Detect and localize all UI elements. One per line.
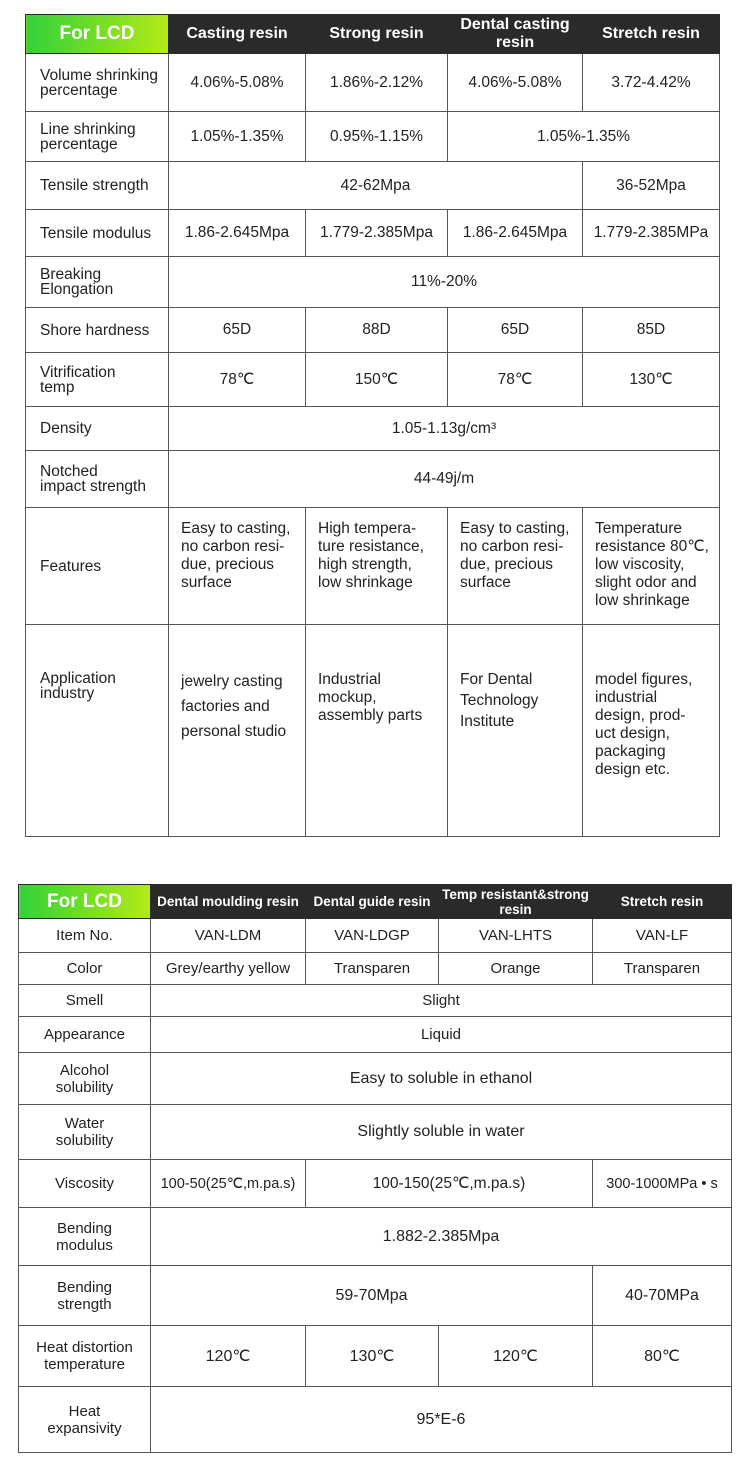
table2-header-row [19, 885, 732, 919]
row-heat-expansivity [19, 1387, 732, 1453]
row-label: Appearance [19, 1017, 151, 1053]
row-label [26, 451, 169, 508]
text-line: factories and [181, 698, 270, 715]
value-cell: 3.72-4.42% [583, 54, 720, 112]
value-cell: 95*E-6 [151, 1387, 732, 1453]
row-label [19, 1387, 151, 1453]
row-label-line: industry [40, 685, 95, 702]
row-features [26, 508, 720, 625]
value-cell: 11%-20% [169, 257, 720, 308]
row-item-no [19, 919, 732, 953]
table1-col-strong-resin: Strong resin [306, 15, 448, 54]
row-label-line: impact strength [40, 478, 146, 495]
value-cell: VAN-LHTS [439, 919, 593, 953]
text-line: packaging [595, 743, 666, 760]
text-line: high strength, [318, 556, 412, 573]
value-cell: VAN-LDM [151, 919, 306, 953]
features-cell [583, 508, 720, 625]
text-line: Easy to casting, [181, 520, 291, 537]
row-label-line: temperature [44, 1356, 125, 1373]
value-cell: Orange [439, 953, 593, 985]
row-label-line: percentage [40, 135, 118, 153]
row-label-line: Breaking [40, 266, 102, 283]
value-cell: 4.06%-5.08% [448, 54, 583, 112]
value-cell: 88D [306, 308, 448, 353]
row-label [26, 112, 169, 162]
lcd-resin-properties-table [25, 14, 720, 837]
features-cell [448, 508, 583, 625]
value-cell: 1.05%-1.35% [448, 112, 720, 162]
value-cell: 36-52Mpa [583, 162, 720, 210]
row-label-line: Vitrification [40, 363, 116, 381]
text-line: low shrinkage [595, 592, 690, 609]
table2-col-dental-guide-resin: Dental guide resin [306, 885, 439, 919]
value-cell: 1.05%-1.35% [169, 112, 306, 162]
value-cell: 59-70Mpa [151, 1266, 593, 1326]
value-cell: 85D [583, 308, 720, 353]
row-label-line: solubility [55, 1132, 114, 1149]
text-line: surface [181, 574, 232, 591]
value-cell: 44-49j/m [169, 451, 720, 508]
value-cell: 1.86%-2.12% [306, 54, 448, 112]
row-label-line: Bending [56, 1278, 113, 1296]
table1-col-dental-casting-resin: Dental casting resin [448, 15, 583, 54]
row-bending-strength [19, 1266, 732, 1326]
row-label-line: solubility [55, 1078, 114, 1096]
value-cell: 1.86-2.645Mpa [169, 210, 306, 257]
table1-col-casting-resin: Casting resin [169, 15, 306, 54]
row-heat-distortion [19, 1326, 732, 1387]
row-label-line: modulus [56, 1236, 113, 1254]
text-line: resistance 80℃, [595, 538, 709, 555]
row-label [19, 1053, 151, 1105]
value-cell: 0.95%-1.15% [306, 112, 448, 162]
value-cell: 40-70MPa [593, 1266, 732, 1326]
row-label [26, 625, 169, 837]
table2-col-stretch-resin: Stretch resin [593, 885, 732, 919]
row-label [19, 1208, 151, 1266]
text-line: Technology [460, 692, 539, 709]
text-line: mockup, [318, 689, 377, 706]
row-smell [19, 985, 732, 1017]
table2-col-dental-moulding-resin: Dental moulding resin [151, 885, 306, 919]
row-tensile-strength [26, 162, 720, 210]
value-cell: 1.86-2.645Mpa [448, 210, 583, 257]
row-label: Features [26, 508, 169, 625]
row-label [26, 54, 169, 112]
row-label-line: Water [64, 1115, 105, 1132]
value-cell: 65D [448, 308, 583, 353]
value-cell: Slight [151, 985, 732, 1017]
value-cell: 78℃ [448, 353, 583, 407]
text-line: low viscosity, [595, 556, 685, 573]
row-label [26, 353, 169, 407]
row-water-solubility [19, 1105, 732, 1160]
text-line: no carbon resi- [460, 538, 564, 555]
row-shore-hardness [26, 308, 720, 353]
table2-corner-label: For LCD [19, 885, 151, 919]
row-label-line: Elongation [40, 281, 114, 298]
row-tensile-modulus [26, 210, 720, 257]
row-label [19, 1105, 151, 1160]
row-label [19, 1266, 151, 1326]
row-label: Tensile modulus [26, 210, 169, 257]
value-cell: 42-62Mpa [169, 162, 583, 210]
row-label: Smell [19, 985, 151, 1017]
value-cell: Transparen [306, 953, 439, 985]
row-label: Tensile strength [26, 162, 169, 210]
row-label [26, 257, 169, 308]
features-cell [306, 508, 448, 625]
value-cell: 4.06%-5.08% [169, 54, 306, 112]
row-label-line: Notched [40, 463, 98, 480]
text-line: model figures, [595, 671, 693, 688]
value-cell: 1.779-2.385Mpa [306, 210, 448, 257]
value-cell: 130℃ [583, 353, 720, 407]
row-breaking-elongation [26, 257, 720, 308]
value-cell: Slightly soluble in water [151, 1105, 732, 1160]
row-label: Viscosity [19, 1160, 151, 1208]
value-cell: 65D [169, 308, 306, 353]
row-label: Color [19, 953, 151, 985]
row-label: Item No. [19, 919, 151, 953]
text-line: Temperature [595, 520, 683, 537]
lcd-resin-specs-table [18, 884, 732, 1453]
row-label-line: Alcohol [59, 1061, 110, 1079]
row-label-line: percentage [40, 81, 118, 99]
text-line: For Dental [460, 671, 533, 688]
row-label [19, 1326, 151, 1387]
value-cell: 130℃ [306, 1326, 439, 1387]
value-cell: 100-150(25℃,m.pa.s) [306, 1160, 593, 1208]
text-line: Easy to casting, [460, 520, 570, 537]
text-line: slight odor and [595, 574, 697, 591]
text-line: Institute [460, 713, 515, 730]
value-cell: 150℃ [306, 353, 448, 407]
row-label: Density [26, 407, 169, 451]
value-cell: 120℃ [151, 1326, 306, 1387]
row-label: Shore hardness [26, 308, 169, 353]
text-line: personal studio [181, 723, 287, 740]
value-cell: 1.05-1.13g/cm³ [169, 407, 720, 451]
text-line: industrial [595, 689, 658, 706]
table2-col-temp-resistant-strong-resin: Temp resistant&strong resin [439, 885, 593, 919]
row-bending-modulus [19, 1208, 732, 1266]
application-cell [306, 625, 448, 837]
value-cell: 78℃ [169, 353, 306, 407]
value-cell: 80℃ [593, 1326, 732, 1387]
text-line: uct design, [595, 725, 670, 742]
text-line: jewelry casting [181, 673, 283, 690]
value-cell: Easy to soluble in ethanol [151, 1053, 732, 1105]
row-viscosity [19, 1160, 732, 1208]
table1-corner-label: For LCD [26, 15, 169, 54]
table1-col-stretch-resin: Stretch resin [583, 15, 720, 54]
row-density [26, 407, 720, 451]
value-cell: 1.779-2.385MPa [583, 210, 720, 257]
text-line: assembly parts [318, 707, 423, 724]
value-cell: 100-50(25℃,m.pa.s) [151, 1160, 306, 1208]
value-cell: Transparen [593, 953, 732, 985]
text-line: due, precious [181, 556, 275, 573]
value-cell: Grey/earthy yellow [151, 953, 306, 985]
row-label-line: expansivity [47, 1419, 122, 1437]
value-cell: 120℃ [439, 1326, 593, 1387]
row-notched-impact [26, 451, 720, 508]
text-line: surface [460, 574, 511, 591]
row-label-line: Bending [56, 1219, 113, 1237]
value-cell: 1.882-2.385Mpa [151, 1208, 732, 1266]
text-line: design etc. [595, 761, 670, 778]
text-line: no carbon resi- [181, 538, 285, 555]
row-application-industry [26, 625, 720, 837]
application-cell [583, 625, 720, 837]
text-line: Industrial [318, 671, 381, 688]
row-label-line: Heat [68, 1402, 101, 1420]
row-vitrification-temp [26, 353, 720, 407]
row-label-line: Application [40, 670, 116, 687]
text-line: High tempera- [318, 520, 417, 537]
row-color [19, 953, 732, 985]
text-line: ture resistance, [318, 538, 424, 555]
row-label-line: strength [57, 1295, 112, 1313]
row-label-line: Line shrinking [40, 120, 136, 138]
row-appearance [19, 1017, 732, 1053]
table1-header-row [26, 15, 720, 54]
value-cell: VAN-LDGP [306, 919, 439, 953]
application-cell [448, 625, 583, 837]
text-line: design, prod- [595, 707, 686, 724]
value-cell: VAN-LF [593, 919, 732, 953]
value-cell: 300-1000MPa • s [593, 1160, 732, 1208]
value-cell: Liquid [151, 1017, 732, 1053]
row-label-line: Heat distortion [36, 1339, 133, 1356]
text-line: low shrinkage [318, 574, 413, 591]
features-cell [169, 508, 306, 625]
text-line: due, precious [460, 556, 554, 573]
row-alcohol-solubility [19, 1053, 732, 1105]
row-volume-shrinking [26, 54, 720, 112]
row-line-shrinking [26, 112, 720, 162]
application-cell [169, 625, 306, 837]
row-label-line: Volume shrinking [40, 66, 159, 84]
row-label-line: temp [40, 378, 75, 396]
